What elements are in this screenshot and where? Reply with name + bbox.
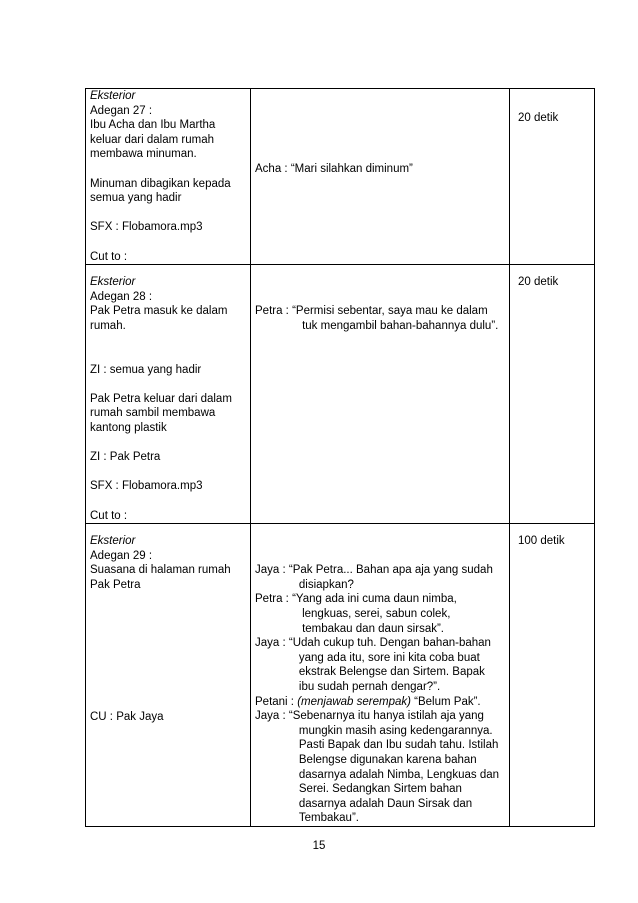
dialogue-block (255, 563, 505, 826)
dialogue-block (255, 304, 505, 333)
dialogue-text: Belengse digunakan karena bahan (298, 753, 477, 766)
dialogue-text: “Pak Petra... Bahan apa aja yang sudah (288, 564, 493, 577)
dialogue-text: ibu sudah pernah dengar?”. (298, 680, 441, 693)
scene-heading: Eksterior (90, 276, 136, 289)
speaker-label: Jaya : (255, 564, 289, 577)
dialogue-text: dasarnya adalah Daun Sirsak dan (298, 797, 473, 810)
scene-line: Pak Petra keluar dari dalam (90, 392, 232, 405)
scene-heading: Eksterior (90, 90, 136, 102)
scene-line (90, 235, 246, 250)
dialogue-text: “Yang ada ini cuma daun nimba, (292, 593, 457, 606)
dialogue-text: tuk mengambil bahan-bahannya dulu”. (302, 319, 499, 332)
scene-line: membawa minuman. (90, 148, 197, 161)
scene-line: keluar dari dalam rumah (90, 133, 215, 146)
scene-line (90, 465, 246, 480)
scene-line: Minuman dibagikan kepada (90, 177, 231, 190)
dialogue-text: yang ada itu, sore ini kita coba buat (298, 651, 480, 664)
scene-lines (90, 549, 246, 593)
scene-line (90, 494, 246, 509)
scene-line (90, 206, 246, 221)
dialogue-text: Tembakau”. (298, 812, 359, 825)
scene-description-cell (86, 89, 251, 265)
speaker-label: Jaya : (255, 637, 289, 650)
scene-line (90, 436, 246, 451)
scene-line: SFX : Flobamora.mp3 (90, 480, 203, 493)
dialogue-cell (251, 265, 510, 524)
dialogue-text: disiapkan? (298, 578, 354, 591)
dialogue-text: ekstrak Belengse dan Sirtem. Bapak (298, 666, 485, 679)
speaker-label: Petra : (255, 305, 293, 318)
scene-line: rumah sambil membawa (90, 407, 216, 420)
scene-line: rumah. (90, 319, 126, 332)
dialogue-text: “Mari silahkan diminum” (290, 163, 413, 175)
scene-line: Adegan 29 : (90, 549, 153, 562)
scene-line: Cut to : (90, 509, 128, 522)
scene-line: Pak Petra (90, 579, 141, 591)
dialogue-text: “Sebenarnya itu hanya istilah aja yang (288, 710, 484, 723)
scene-line: Cut to : (90, 250, 128, 263)
scene-lines (90, 290, 246, 524)
scene-line: ZI : Pak Petra (90, 451, 161, 464)
scene-line: ZI : semua yang hadir (90, 363, 202, 376)
scene-line (90, 162, 246, 177)
speaker-label: Petani : (255, 695, 298, 708)
scene-line: Adegan 27 : (90, 104, 153, 117)
speaker-label: Jaya : (255, 710, 289, 723)
scene-line (90, 377, 246, 392)
duration-text: 20 detik (518, 112, 559, 124)
scene-line: Ibu Acha dan Ibu Martha (90, 119, 216, 132)
dialogue-line (255, 563, 505, 592)
dialogue-text: tembakau dan daun sirsak”. (302, 622, 444, 635)
scene-line: Pak Petra masuk ke dalam (90, 305, 228, 318)
duration-cell (510, 524, 595, 827)
dialogue-text: dasarnya adalah Nimba, Lengkuas dan (298, 768, 500, 781)
scene-line: semua yang hadir (90, 192, 182, 205)
duration-text: 20 detik (518, 276, 559, 289)
dialogue-text: mungkin masih asing kedengarannya. (298, 724, 493, 737)
duration-cell (510, 265, 595, 524)
scene-line: SFX : Flobamora.mp3 (90, 221, 203, 234)
scene-row (86, 89, 595, 265)
dialogue-line (255, 636, 505, 694)
dialogue-cell (251, 524, 510, 827)
dialogue-text: Serei. Sedangkan Sirtem bahan (298, 783, 462, 796)
scene-row (86, 265, 595, 524)
page-number: 15 (312, 840, 326, 852)
dialogue-text: “Udah cukup tuh. Dengan bahan-bahan (288, 637, 491, 650)
dialogue-line (255, 695, 505, 710)
dialogue-text: lengkuas, serei, sabun colek, (302, 608, 451, 620)
duration-text: 100 detik (518, 535, 565, 548)
script-table (85, 88, 595, 827)
stage-direction: (menjawab serempak) (297, 695, 411, 708)
scene-heading: Eksterior (90, 535, 136, 548)
dialogue-cell (251, 89, 510, 265)
scene-line (90, 334, 246, 349)
dialogue-text: Pasti Bapak dan Ibu sudah tahu. Istilah (298, 739, 499, 752)
dialogue-text: “Permisi sebentar, saya mau ke dalam (292, 305, 488, 318)
cu-note: CU : Pak Jaya (90, 710, 164, 723)
scene-line: Suasana di halaman rumah (90, 564, 231, 577)
dialogue-line (255, 709, 505, 826)
dialogue-text: “Belum Pak”. (410, 695, 481, 708)
speaker-label: Acha : (255, 163, 291, 175)
scene-description-cell (86, 265, 251, 524)
dialogue-line (255, 162, 505, 177)
scene-row (86, 524, 595, 827)
dialogue-line (255, 304, 505, 333)
dialogue-line (255, 592, 505, 636)
scene-description-cell (86, 524, 251, 827)
dialogue-block (255, 162, 505, 177)
scene-line (90, 348, 246, 363)
scene-line: Adegan 28 : (90, 290, 153, 303)
speaker-label: Petra : (255, 593, 293, 606)
duration-cell (510, 89, 595, 265)
scene-lines (90, 104, 246, 265)
scene-line: kantong plastik (90, 422, 167, 435)
